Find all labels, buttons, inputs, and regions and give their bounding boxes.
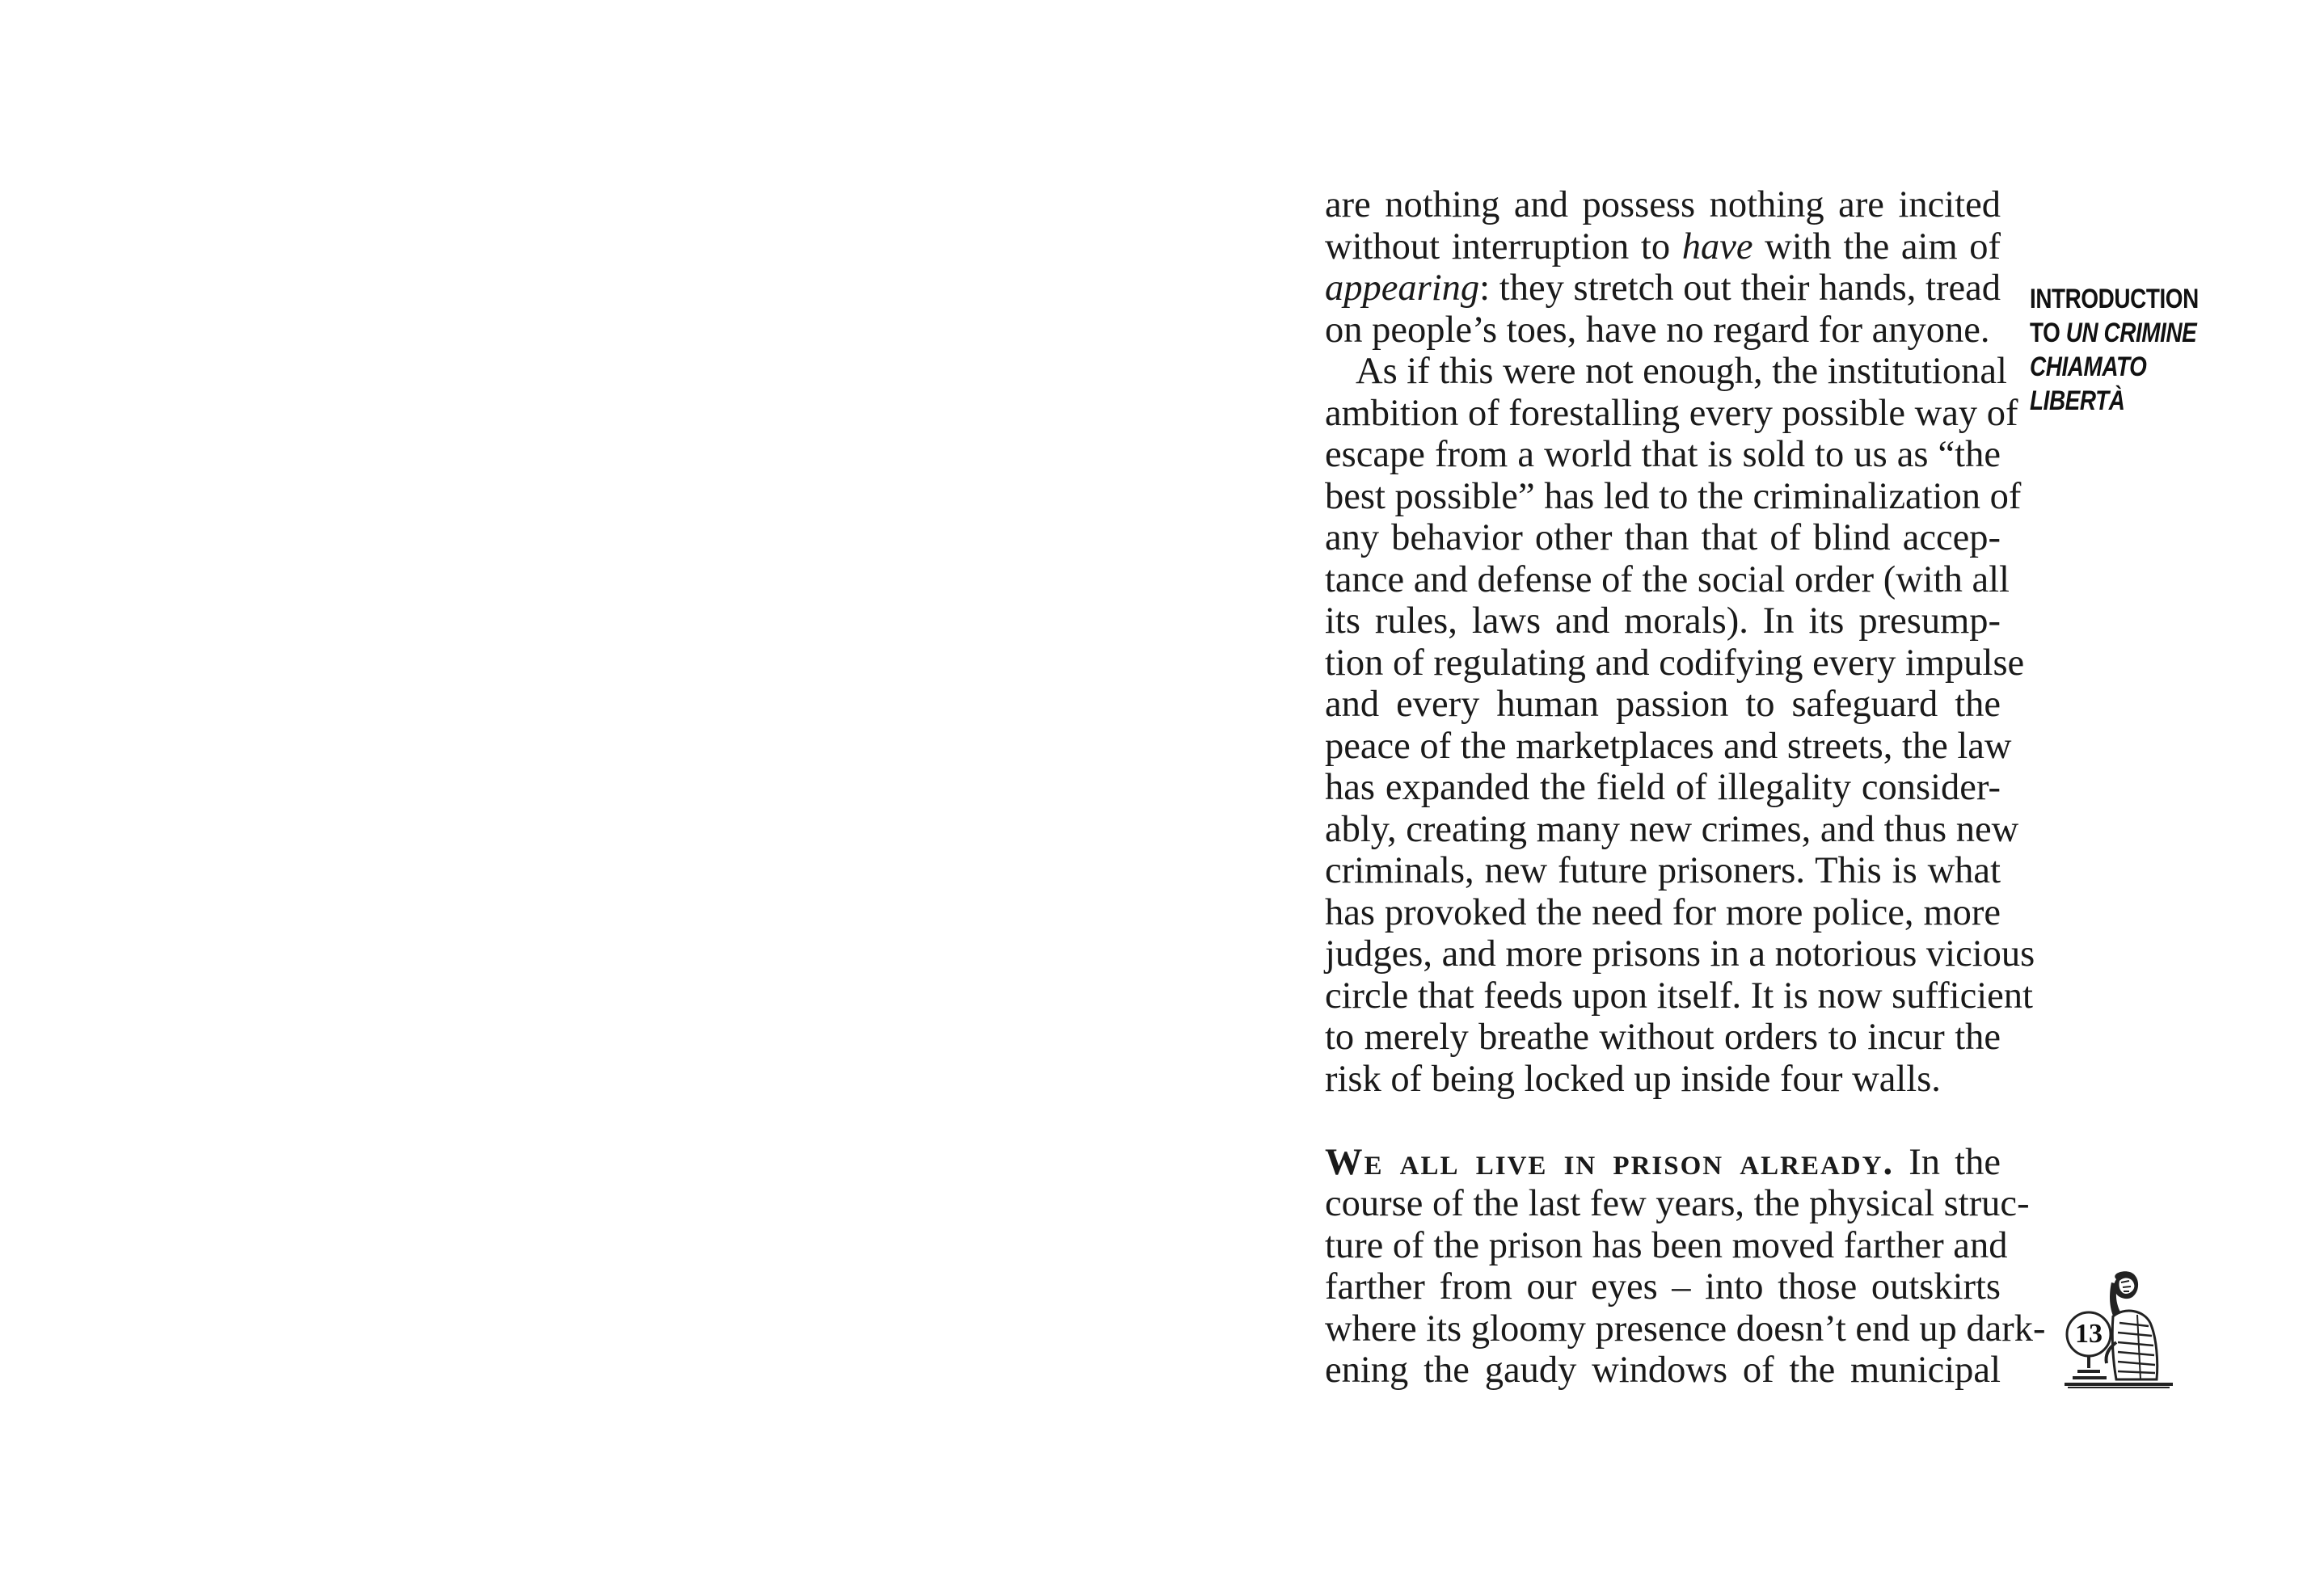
text-line: ening the gaudy windows of the municipal bbox=[1325, 1350, 2001, 1391]
text-line: tance and defense of the social order (with all bbox=[1325, 558, 2010, 600]
text-line: tion of regulating and codifying every impulse bbox=[1325, 642, 2025, 684]
text-line: risk of being locked up inside four walls. bbox=[1325, 1058, 1941, 1100]
text-line: are nothing and possess nothing are incited bbox=[1325, 184, 2001, 225]
text-line: and every human passion to safeguard the bbox=[1325, 684, 2001, 725]
paragraph-institutional-ambition bbox=[1325, 351, 2035, 1100]
text-run: without interruption to bbox=[1325, 225, 1682, 267]
text-line: course of the last few years, the physical struc- bbox=[1325, 1183, 2030, 1224]
running-head-line: INTRODUCTION bbox=[2030, 284, 2199, 314]
text-line bbox=[1325, 226, 2001, 268]
text-line: criminals, new future prisoners. This is what bbox=[1325, 850, 2001, 891]
text-line: judges, and more prisons in a notorious vicious bbox=[1325, 933, 2035, 975]
text-line: circle that feeds upon itself. It is now sufficient bbox=[1325, 975, 2033, 1017]
text-line bbox=[1325, 1142, 2001, 1184]
emphasis-appearing: appearing bbox=[1325, 267, 1480, 309]
text-line bbox=[1325, 267, 2001, 310]
text-run: with the aim of bbox=[1752, 225, 2001, 267]
running-head-title: UN CRIMINE bbox=[2065, 318, 2197, 348]
running-head-line: LIBERTÀ bbox=[2030, 385, 2125, 416]
text-line: best possible” has led to the criminalization of bbox=[1325, 475, 2022, 517]
text-line: has expanded the field of illegality consider- bbox=[1325, 767, 2001, 808]
page-folio bbox=[2060, 1265, 2181, 1394]
body-text bbox=[1325, 184, 2046, 1392]
page-number: 13 bbox=[2075, 1319, 2103, 1349]
text-line: As if this were not enough, the institutional bbox=[1356, 351, 2007, 392]
running-head-line: CHIAMATO bbox=[2030, 352, 2147, 382]
text-line: has provoked the need for more police, more bbox=[1325, 891, 2001, 933]
text-run: In the bbox=[1894, 1141, 2001, 1183]
text-line: to merely breathe without orders to incur the bbox=[1325, 1017, 2001, 1058]
text-line: ambition of forestalling every possible way of bbox=[1325, 392, 2018, 434]
paragraph-we-all-live-in-prison bbox=[1325, 1141, 2046, 1392]
text-line: where its gloomy presence doesn’t end up dark- bbox=[1325, 1308, 2046, 1350]
text-line: ture of the prison has been moved farther and bbox=[1325, 1224, 2008, 1266]
running-head bbox=[2030, 282, 2202, 418]
text-line: on people’s toes, have no regard for anyone. bbox=[1325, 309, 1990, 351]
running-head-prefix: TO bbox=[2030, 318, 2066, 348]
text-run: : they stretch out their hands, tread bbox=[1479, 267, 2001, 309]
text-line: escape from a world that is sold to us as “the bbox=[1325, 434, 2001, 475]
section-lead-in: We all live in prison already. bbox=[1325, 1141, 1895, 1183]
text-line: farther from our eyes – into those outskirts bbox=[1325, 1266, 2001, 1308]
text-line: any behavior other than that of blind accep- bbox=[1325, 517, 2001, 558]
running-head-line bbox=[2030, 316, 2202, 350]
text-line: peace of the marketplaces and streets, the law bbox=[1325, 725, 2012, 767]
emphasis-have: have bbox=[1681, 225, 1753, 267]
text-line: its rules, laws and morals). In its presump- bbox=[1325, 600, 2001, 642]
text-line: ably, creating many new crimes, and thus new bbox=[1325, 808, 2019, 850]
paragraph-continued bbox=[1325, 184, 2001, 351]
